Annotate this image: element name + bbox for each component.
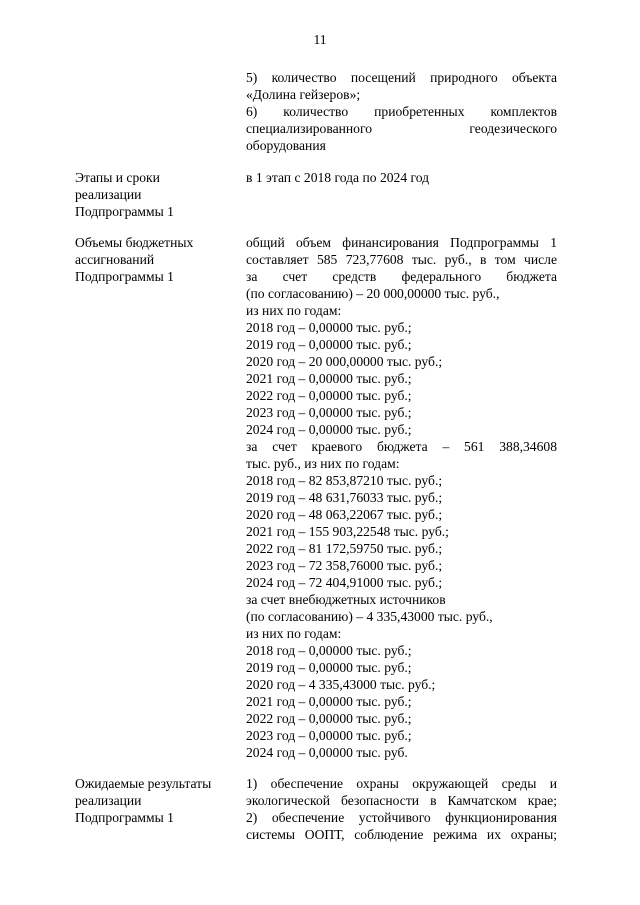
- value-line: экологической безопасности в Камчатском крае;: [246, 793, 557, 808]
- value-line: составляет 585 723,77608 тыс. руб., в том числе: [246, 252, 557, 267]
- value-line: из них по годам:: [246, 303, 342, 318]
- value-line: 2022 год – 81 172,59750 тыс. руб.;: [246, 541, 443, 556]
- value-line: 2021 год – 0,00000 тыс. руб.;: [246, 694, 412, 709]
- budget-value: [246, 234, 557, 761]
- value-line: 2024 год – 0,00000 тыс. руб.: [246, 745, 408, 760]
- label-line: Ожидаемые результаты: [75, 776, 212, 791]
- stages-value: [246, 169, 557, 186]
- budget-label: [75, 234, 240, 285]
- value-line: 2020 год – 48 063,22067 тыс. руб.;: [246, 507, 443, 522]
- value-line: из них по годам:: [246, 626, 342, 641]
- value-line: (по согласованию) – 4 335,43000 тыс. руб.,: [246, 609, 493, 624]
- value-line: 2018 год – 82 853,87210 тыс. руб.;: [246, 473, 443, 488]
- value-line: 2023 год – 72 358,76000 тыс. руб.;: [246, 558, 443, 573]
- page-number: 11: [313, 32, 327, 47]
- label-line: ассигнований: [75, 252, 155, 267]
- label-line: реализации: [75, 793, 142, 808]
- value-line: в 1 этап с 2018 года по 2024 год: [246, 170, 430, 185]
- label-line: Подпрограммы 1: [75, 204, 174, 219]
- value-line: тыс. руб., из них по годам:: [246, 456, 400, 471]
- value-line: 2021 год – 155 903,22548 тыс. руб.;: [246, 524, 449, 539]
- value-line: 2023 год – 0,00000 тыс. руб.;: [246, 405, 412, 420]
- value-line: 2019 год – 0,00000 тыс. руб.;: [246, 660, 412, 675]
- label-line: Объемы бюджетных: [75, 235, 194, 250]
- value-line: общий объем финансирования Подпрограммы 1: [246, 235, 557, 250]
- value-line: за счет внебюджетных источников: [246, 592, 446, 607]
- value-line: 2019 год – 0,00000 тыс. руб.;: [246, 337, 412, 352]
- label-line: Подпрограммы 1: [75, 269, 174, 284]
- value-line: (по согласованию) – 20 000,00000 тыс. руб.,: [246, 286, 500, 301]
- value-line: 2) обеспечение устойчивого функционирования: [246, 810, 557, 825]
- results-label: [75, 775, 240, 826]
- label-line: Подпрограммы 1: [75, 810, 174, 825]
- value-line: 2018 год – 0,00000 тыс. руб.;: [246, 320, 412, 335]
- continuation-line: 5) количество посещений природного объекта: [246, 70, 557, 85]
- value-line: 2022 год – 0,00000 тыс. руб.;: [246, 711, 412, 726]
- value-line: 2022 год – 0,00000 тыс. руб.;: [246, 388, 412, 403]
- value-line: 2020 год – 4 335,43000 тыс. руб.;: [246, 677, 436, 692]
- stages-label: [75, 169, 240, 220]
- value-line: 2024 год – 0,00000 тыс. руб.;: [246, 422, 412, 437]
- value-line: 2019 год – 48 631,76033 тыс. руб.;: [246, 490, 443, 505]
- value-line: 2023 год – 0,00000 тыс. руб.;: [246, 728, 412, 743]
- label-line: реализации: [75, 187, 142, 202]
- value-line: 2018 год – 0,00000 тыс. руб.;: [246, 643, 412, 658]
- label-line: Этапы и сроки: [75, 170, 160, 185]
- value-line: за счет краевого бюджета – 561 388,34608: [246, 439, 557, 454]
- continuation-line: оборудования: [246, 138, 326, 153]
- continuation-line: специализированного геодезического: [246, 121, 557, 136]
- continuation-line: «Долина гейзеров»;: [246, 87, 361, 102]
- value-line: 2021 год – 0,00000 тыс. руб.;: [246, 371, 412, 386]
- results-value: [246, 775, 557, 843]
- value-line: 2024 год – 72 404,91000 тыс. руб.;: [246, 575, 443, 590]
- continuation-block: [246, 69, 557, 154]
- continuation-line: 6) количество приобретенных комплектов: [246, 104, 557, 119]
- value-line: за счет средств федерального бюджета: [246, 269, 557, 284]
- value-line: системы ООПТ, соблюдение режима их охраны;: [246, 827, 557, 842]
- value-line: 1) обеспечение охраны окружающей среды и: [246, 776, 557, 791]
- value-line: 2020 год – 20 000,00000 тыс. руб.;: [246, 354, 443, 369]
